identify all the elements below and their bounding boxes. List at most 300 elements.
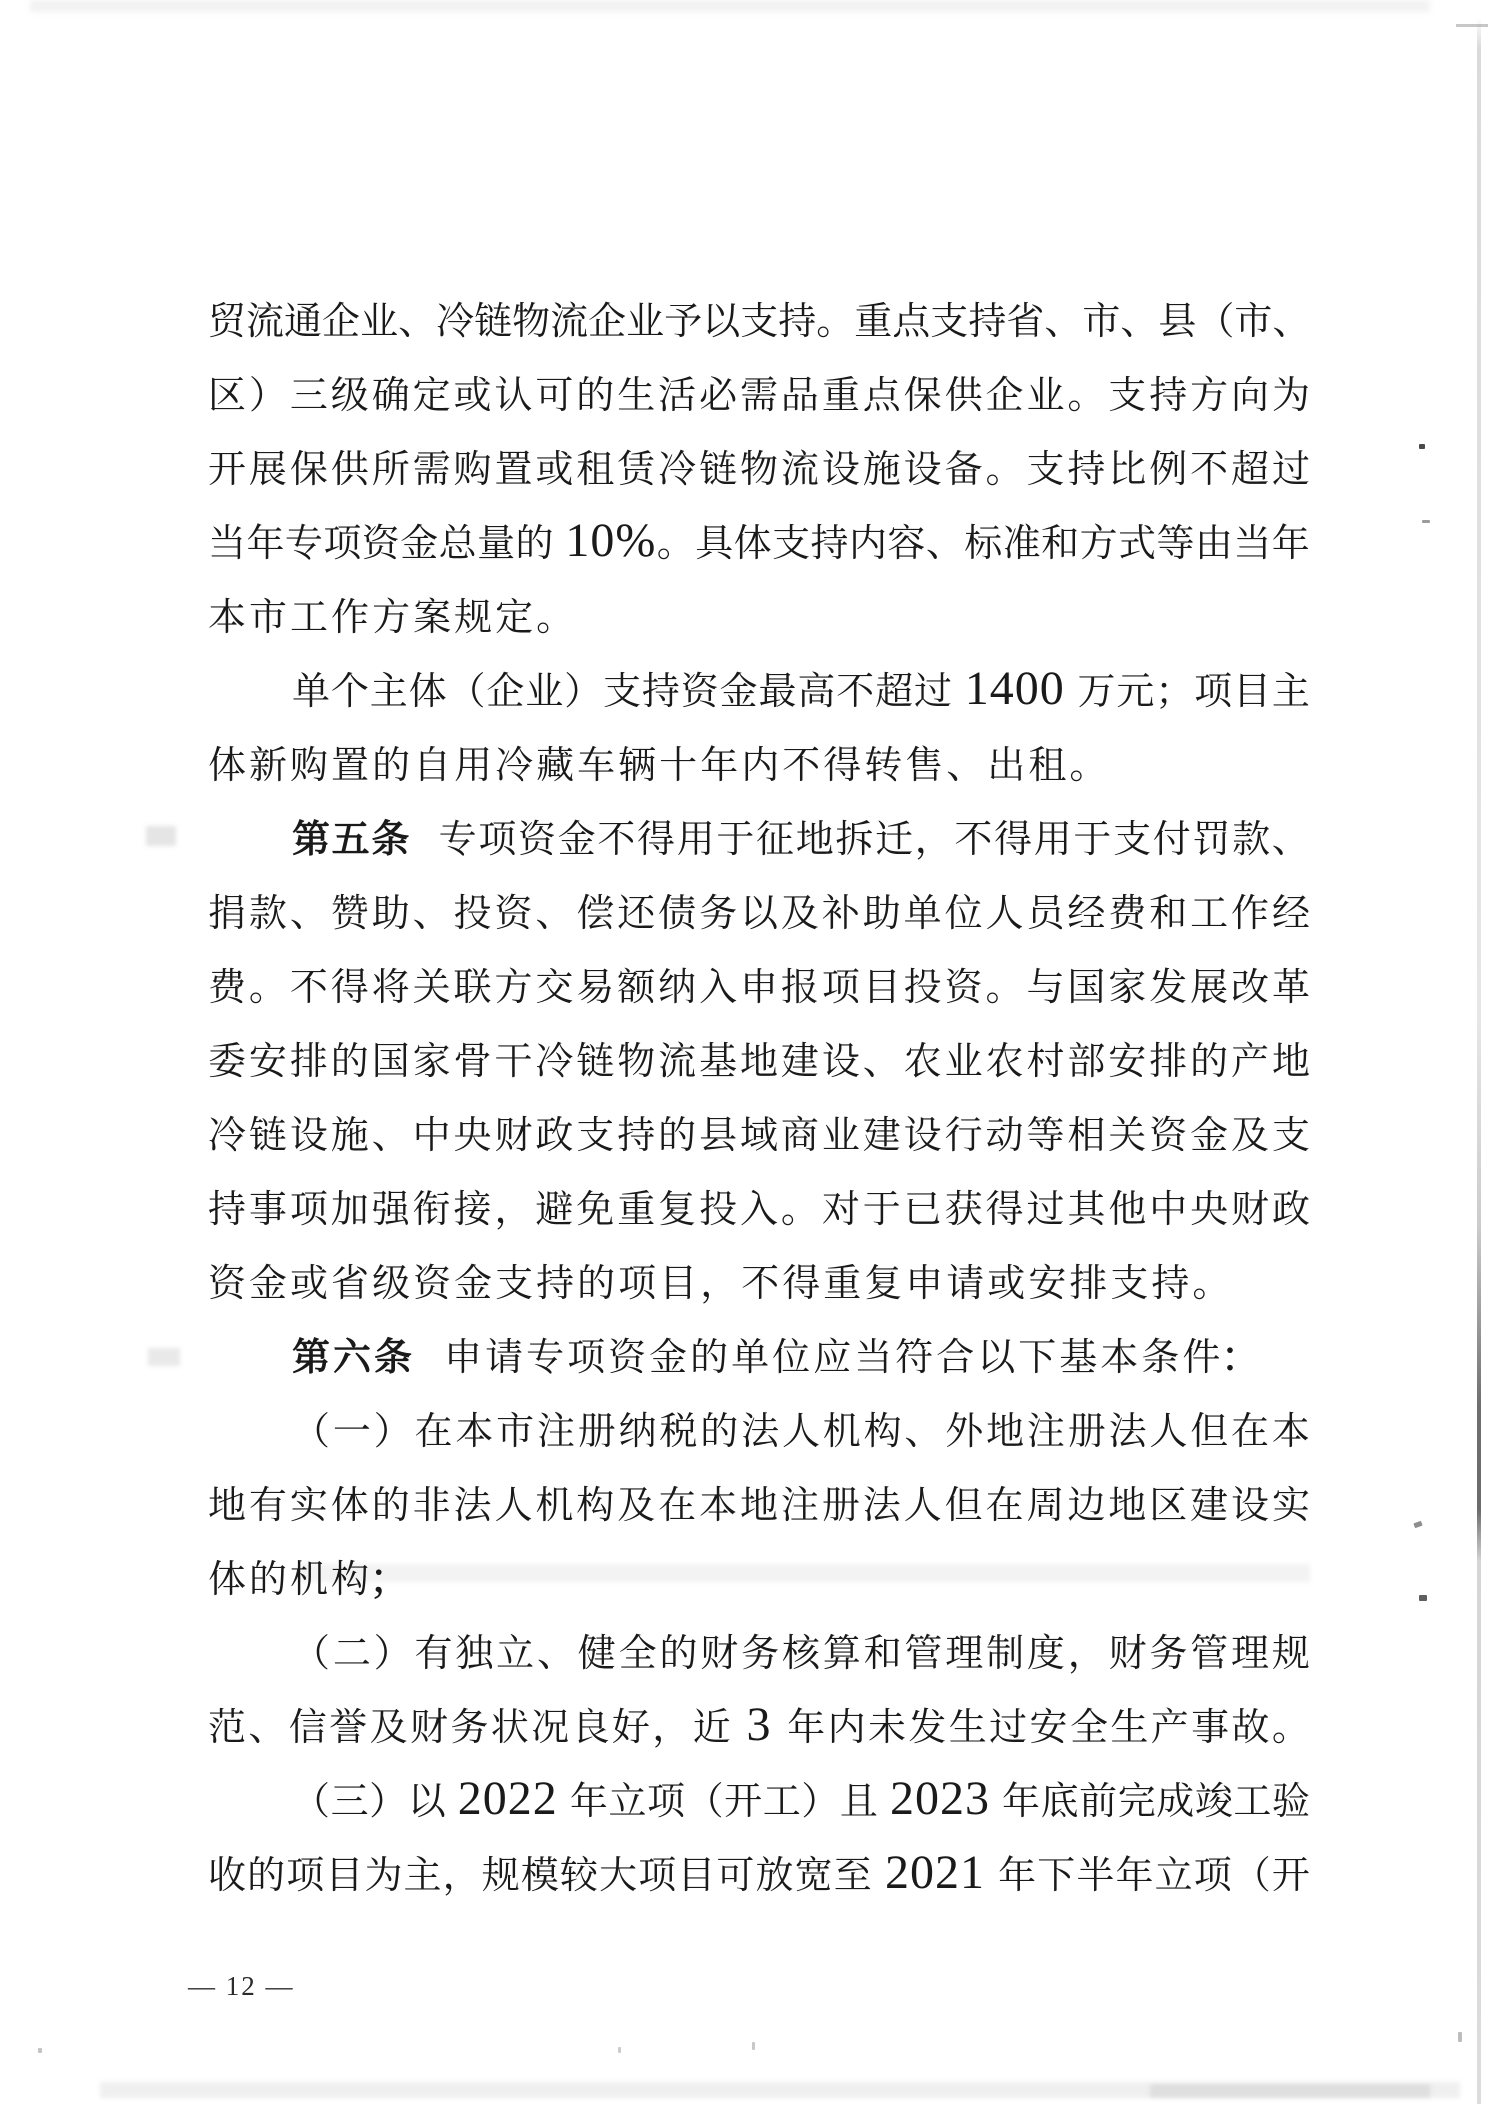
cjk-char: ） — [248, 375, 287, 417]
cjk-char: 持 — [208, 1189, 247, 1231]
cjk-char: 体 — [733, 523, 772, 565]
cjk-char: 、 — [248, 1707, 287, 1749]
cjk-char: 支 — [930, 301, 969, 343]
cjk-char: 。 — [816, 301, 855, 343]
cjk-char: 支 — [495, 1263, 534, 1305]
cjk-char: 得 — [782, 1263, 821, 1305]
cjk-char: 展 — [248, 449, 287, 491]
cjk-char: 工 — [1190, 893, 1229, 935]
cjk-char: 安 — [1028, 1263, 1067, 1305]
cjk-char: 本 — [699, 1485, 738, 1527]
cjk-char: 政 — [1271, 1189, 1310, 1231]
scan-speck — [1413, 1521, 1422, 1528]
cjk-char: 地 — [795, 819, 834, 861]
cjk-char: 应 — [813, 1337, 852, 1379]
ascii-token: 3 — [746, 1698, 772, 1751]
cjk-char: 模 — [520, 1855, 559, 1897]
cjk-char: 为 — [364, 1855, 403, 1897]
cjk-char: 年 — [246, 523, 285, 565]
cjk-char: 、 — [289, 893, 328, 935]
cjk-char: 年 — [1271, 523, 1310, 565]
cjk-char: 。 — [1069, 745, 1108, 787]
cjk-char: 单 — [731, 1337, 770, 1379]
cjk-char: 入 — [699, 967, 738, 1009]
cjk-char: 得 — [994, 819, 1033, 861]
cjk-char: （ — [292, 1411, 331, 1453]
cjk-char: 事 — [248, 1189, 287, 1231]
cjk-char: 纳 — [618, 1411, 657, 1453]
ascii-token: : — [1223, 1328, 1238, 1381]
cjk-char: 超 — [1231, 449, 1270, 491]
cjk-char: 人 — [903, 1485, 942, 1527]
cjk-char: 不 — [1190, 449, 1229, 491]
cjk-char: 年 — [1115, 1855, 1154, 1897]
cjk-char: （ — [1196, 301, 1235, 343]
cjk-char: 故 — [1231, 1707, 1270, 1749]
cjk-char: 品 — [780, 375, 819, 417]
cjk-char: ） — [801, 1781, 840, 1823]
cjk-char: 财 — [409, 1707, 448, 1749]
cjk-char: 注 — [536, 1411, 575, 1453]
cjk-char: 金 — [400, 523, 439, 565]
cjk-char: 且 — [839, 1781, 878, 1823]
cjk-char: 半 — [1076, 1855, 1115, 1897]
cjk-char: 衔 — [412, 1189, 451, 1231]
cjk-char: 供 — [944, 375, 983, 417]
cjk-char: 的 — [576, 375, 615, 417]
cjk-char: 未 — [867, 1707, 906, 1749]
cjk-char: 不 — [741, 1263, 780, 1305]
cjk-char: 金 — [454, 1263, 493, 1305]
cjk-char: 三 — [330, 1781, 369, 1823]
cjk-char: 的 — [1190, 1041, 1229, 1083]
cjk-char: 家 — [1108, 967, 1147, 1009]
cjk-char: 重 — [821, 375, 860, 417]
cjk-char: 关 — [1108, 1115, 1147, 1157]
cjk-char: 的 — [659, 1633, 698, 1675]
cjk-char: 联 — [453, 967, 492, 1009]
cjk-char: 目 — [677, 1855, 716, 1897]
cjk-char: 赞 — [330, 893, 369, 935]
cjk-char: 款 — [1232, 819, 1271, 861]
cjk-char: 地 — [739, 1485, 778, 1527]
cjk-char: 三 — [289, 375, 328, 417]
cjk-char: 助 — [862, 893, 901, 935]
cjk-char: 方 — [372, 597, 411, 639]
cjk-char: 位 — [944, 893, 983, 935]
cjk-char: 地 — [208, 1485, 247, 1527]
cjk-char: 他 — [1108, 1189, 1147, 1231]
cjk-char: 业 — [1026, 375, 1065, 417]
cjk-char: 誉 — [329, 1707, 368, 1749]
cjk-char: 过 — [1271, 449, 1310, 491]
cjk-char: 项 — [1194, 671, 1233, 713]
cjk-char: 。 — [1192, 1263, 1231, 1305]
cjk-char: 持 — [1067, 449, 1106, 491]
cjk-char: 业 — [525, 671, 564, 713]
text-line-13 — [208, 1173, 1310, 1247]
cjk-char: 申 — [444, 1337, 483, 1379]
cjk-char: 项 — [286, 1855, 325, 1897]
cjk-char: 、 — [398, 301, 437, 343]
cjk-char: 助 — [371, 893, 410, 935]
cjk-char: 目 — [659, 1263, 698, 1305]
cjk-char: 售 — [905, 745, 944, 787]
cjk-char: 立 — [1154, 1855, 1193, 1897]
cjk-char: 发 — [908, 1707, 947, 1749]
cjk-char: 投 — [903, 967, 942, 1009]
cjk-char: 排 — [1069, 1263, 1108, 1305]
ascii-token: 2022 — [457, 1772, 558, 1825]
cjk-char: 企 — [588, 301, 627, 343]
cjk-char: 过 — [1026, 1189, 1065, 1231]
cjk-char: 国 — [1067, 967, 1106, 1009]
cjk-char: 县 — [699, 1115, 738, 1157]
cjk-char: 务 — [1149, 1633, 1188, 1675]
cjk-char: 信 — [288, 1707, 327, 1749]
cjk-char: 持 — [617, 1115, 656, 1157]
cjk-char: 干 — [494, 1041, 533, 1083]
cjk-char: 年 — [787, 1707, 826, 1749]
cjk-char: 农 — [985, 1041, 1024, 1083]
cjk-char: 目 — [1232, 671, 1271, 713]
cjk-char: 。 — [780, 1189, 819, 1231]
scan-speck — [1458, 2032, 1462, 2042]
cjk-char: 目 — [862, 967, 901, 1009]
cjk-char: 项 — [638, 1855, 677, 1897]
cjk-char: 大 — [599, 1855, 638, 1897]
cjk-char: 持 — [641, 671, 680, 713]
cjk-char: 位 — [772, 1337, 811, 1379]
text-line-7 — [208, 729, 1310, 803]
cjk-char: 或 — [535, 449, 574, 491]
cjk-char: 例 — [1149, 449, 1188, 491]
cjk-char: 关 — [412, 967, 451, 1009]
cjk-char: 以 — [702, 301, 741, 343]
cjk-char: 近 — [692, 1707, 731, 1749]
cjk-char: 需 — [739, 375, 778, 417]
cjk-char: 财 — [494, 1115, 533, 1157]
cjk-char: 的 — [249, 1559, 288, 1601]
cjk-char: 支 — [576, 1115, 615, 1157]
cjk-char: ） — [564, 671, 603, 713]
cjk-char: 立 — [608, 1781, 647, 1823]
cjk-char: 。 — [656, 523, 695, 565]
cjk-char: 建 — [862, 1115, 901, 1157]
page-number: — 12 — — [188, 1971, 295, 2001]
cjk-char: 由 — [1194, 523, 1233, 565]
cjk-char: 体 — [208, 1559, 247, 1601]
cjk-char: 底 — [1040, 1781, 1079, 1823]
cjk-char: 算 — [822, 1633, 861, 1675]
cjk-char: 申 — [739, 967, 778, 1009]
cjk-char: 当 — [1233, 523, 1272, 565]
cjk-char: 持 — [1149, 375, 1188, 417]
ascii-token: 1400 — [964, 662, 1065, 715]
cjk-char: 。 — [1271, 1707, 1310, 1749]
cjk-char: 转 — [864, 745, 903, 787]
cjk-char: 支 — [1113, 819, 1152, 861]
cjk-char: 不 — [782, 745, 821, 787]
cjk-char: 改 — [1231, 967, 1270, 1009]
cjk-char: 企 — [322, 301, 361, 343]
cjk-char: 开 — [208, 449, 247, 491]
cjk-char: 捐 — [208, 893, 247, 935]
cjk-char: 辆 — [618, 745, 657, 787]
cjk-char: 市 — [496, 1411, 535, 1453]
cjk-char: 超 — [875, 671, 914, 713]
cjk-char: 项 — [289, 1189, 328, 1231]
cjk-char: 国 — [371, 1041, 410, 1083]
cjk-char: 过 — [914, 671, 953, 713]
cjk-char: 。 — [1067, 375, 1106, 417]
cjk-char: 定 — [412, 375, 451, 417]
text-line-17 — [208, 1469, 1310, 1543]
cjk-char: 或 — [290, 1263, 329, 1305]
cjk-char: 合 — [936, 1337, 975, 1379]
cjk-char: 企 — [486, 671, 525, 713]
cjk-char: 流 — [780, 449, 819, 491]
cjk-char: 状 — [490, 1707, 529, 1749]
cjk-char: 、 — [536, 1633, 575, 1675]
cjk-char: 年 — [1002, 1781, 1041, 1823]
cjk-char: 新 — [249, 745, 288, 787]
cjk-char: 符 — [895, 1337, 934, 1379]
cjk-char: 等 — [1156, 523, 1195, 565]
cjk-char: 员 — [1026, 893, 1065, 935]
cjk-char: 支 — [740, 301, 779, 343]
cjk-char: 法 — [453, 1485, 492, 1527]
cjk-char: 费 — [1108, 893, 1147, 935]
cjk-char: 入 — [739, 1189, 778, 1231]
cjk-char: 资 — [944, 967, 983, 1009]
cjk-char: 实 — [289, 1485, 328, 1527]
cjk-char: 动 — [985, 1115, 1024, 1157]
cjk-char: 省 — [331, 1263, 370, 1305]
cjk-char: 体 — [330, 1485, 369, 1527]
cjk-char: 内 — [848, 523, 887, 565]
ascii-token: 10% — [565, 514, 657, 567]
cjk-char: 定 — [495, 597, 534, 639]
cjk-char: ， — [700, 1263, 739, 1305]
cjk-char: 条 — [1141, 1337, 1180, 1379]
cjk-char: 件 — [1182, 1337, 1221, 1379]
text-line-12 — [208, 1099, 1310, 1173]
cjk-char: ， — [494, 1189, 533, 1231]
cjk-char: 全 — [618, 1633, 657, 1675]
cjk-char: 得 — [637, 819, 676, 861]
cjk-char: 地 — [1108, 1485, 1147, 1527]
cjk-char: 展 — [1190, 967, 1229, 1009]
cjk-char: 藏 — [536, 745, 575, 787]
cjk-char: 人 — [1149, 1411, 1188, 1453]
cjk-char: 标 — [964, 523, 1003, 565]
cjk-char: 排 — [289, 1041, 328, 1083]
cjk-char: 目 — [325, 1855, 364, 1897]
cjk-char: （ — [292, 1781, 331, 1823]
cjk-char: 度 — [1026, 1633, 1065, 1675]
cjk-char: 或 — [453, 375, 492, 417]
cjk-char: 支 — [1026, 449, 1065, 491]
cjk-char: 资 — [494, 893, 533, 935]
cjk-char: 财 — [700, 1633, 739, 1675]
cjk-char: 经 — [1067, 893, 1106, 935]
cjk-char: 企 — [985, 375, 1024, 417]
cjk-char: 工 — [762, 1781, 801, 1823]
cjk-char: 重 — [823, 1263, 862, 1305]
cjk-char: 申 — [905, 1263, 944, 1305]
cjk-char: 成 — [1156, 1781, 1195, 1823]
cjk-char: 过 — [989, 1707, 1028, 1749]
cjk-char: 政 — [535, 1115, 574, 1157]
cjk-char: 量 — [477, 523, 516, 565]
cjk-char: 册 — [821, 1485, 860, 1527]
cjk-char: 需 — [412, 449, 451, 491]
cjk-char: 支 — [1108, 375, 1147, 417]
text-line-22 — [208, 1839, 1310, 1913]
cjk-char: 以 — [977, 1337, 1016, 1379]
cjk-char: 确 — [371, 375, 410, 417]
cjk-char: 交 — [535, 967, 574, 1009]
cjk-char: 法 — [862, 1485, 901, 1527]
cjk-char: 业 — [944, 1041, 983, 1083]
cjk-char: 区 — [208, 375, 247, 417]
cjk-char: ） — [369, 1781, 408, 1823]
cjk-char: 冷 — [658, 449, 697, 491]
cjk-char: 、 — [1120, 301, 1159, 343]
cjk-char: 非 — [412, 1485, 451, 1527]
cjk-char: 设 — [1231, 1485, 1270, 1527]
cjk-char: 式 — [1118, 523, 1157, 565]
text-line-18 — [208, 1543, 1310, 1617]
cjk-char: 好 — [611, 1707, 650, 1749]
cjk-char: 机 — [535, 1485, 574, 1527]
cjk-char: 点 — [862, 375, 901, 417]
cjk-char: 重 — [854, 301, 893, 343]
cjk-char: 税 — [659, 1411, 698, 1453]
text-line-6 — [208, 655, 1310, 729]
cjk-char: 年 — [700, 745, 739, 787]
cjk-char: 高 — [797, 671, 836, 713]
cjk-char: 资 — [208, 1263, 247, 1305]
cjk-char: 供 — [330, 449, 369, 491]
cjk-char: 健 — [577, 1633, 616, 1675]
cjk-char: 。 — [985, 449, 1024, 491]
cjk-char: 将 — [371, 967, 410, 1009]
cjk-char: 一 — [332, 1411, 371, 1453]
cjk-char: 及 — [780, 893, 819, 935]
cjk-char: 地 — [739, 1041, 778, 1083]
cjk-char: 法 — [1108, 1411, 1147, 1453]
cjk-char: 财 — [1231, 1189, 1270, 1231]
cjk-char: 人 — [985, 893, 1024, 935]
scan-corner-mark — [1456, 24, 1488, 27]
cjk-char: 、 — [1271, 819, 1310, 861]
cjk-char: 可 — [535, 375, 574, 417]
cjk-char: 租 — [1028, 745, 1067, 787]
cjk-char: 、 — [862, 1041, 901, 1083]
cjk-char: 单 — [903, 893, 942, 935]
cjk-char: 的 — [371, 1485, 410, 1527]
cjk-char: 及 — [369, 1707, 408, 1749]
text-line-1 — [208, 285, 1310, 359]
cjk-char: 租 — [576, 449, 615, 491]
cjk-char: 容 — [887, 523, 926, 565]
cjk-char: 完 — [1117, 1781, 1156, 1823]
cjk-char: 机 — [290, 1559, 329, 1601]
cjk-char: 独 — [455, 1633, 494, 1675]
cjk-char: 体 — [208, 745, 247, 787]
cjk-char: 流 — [550, 301, 589, 343]
cjk-char: 况 — [531, 1707, 570, 1749]
cjk-char: 设 — [289, 1115, 328, 1157]
cjk-char: 复 — [658, 1189, 697, 1231]
cjk-char: 最 — [758, 671, 797, 713]
cjk-char: 安 — [1108, 1041, 1147, 1083]
cjk-char: 为 — [1271, 375, 1310, 417]
cjk-char: 人 — [494, 1485, 533, 1527]
cjk-char: 市 — [1082, 301, 1121, 343]
cjk-char: 资 — [1149, 1115, 1188, 1157]
cjk-char: 流 — [658, 1041, 697, 1083]
cjk-char: 生 — [617, 375, 656, 417]
scan-smudge — [148, 1348, 180, 1366]
cjk-char: 持 — [778, 301, 817, 343]
cjk-char: 保 — [289, 449, 328, 491]
cjk-char: 册 — [577, 1411, 616, 1453]
cjk-char: 放 — [755, 1855, 794, 1897]
cjk-char: 业 — [821, 1115, 860, 1157]
cjk-char: 制 — [986, 1633, 1025, 1675]
cjk-char: 区 — [1149, 1485, 1188, 1527]
scan-speck — [618, 2047, 621, 2053]
text-line-15 — [208, 1321, 1310, 1395]
cjk-char: 免 — [576, 1189, 615, 1231]
text-line-5 — [208, 581, 1310, 655]
cjk-char: 级 — [372, 1263, 411, 1305]
cjk-char: 业 — [626, 301, 665, 343]
cjk-char: 金 — [1190, 1115, 1229, 1157]
cjk-char: 建 — [780, 1041, 819, 1083]
cjk-char: 机 — [822, 1411, 861, 1453]
cjk-char: 务 — [450, 1707, 489, 1749]
cjk-char: 务 — [741, 1633, 780, 1675]
cjk-char: 的 — [577, 1263, 616, 1305]
cjk-char: 复 — [864, 1263, 903, 1305]
cjk-char: 。 — [248, 967, 287, 1009]
cjk-char: 下 — [1018, 1337, 1057, 1379]
cjk-char: ； — [1155, 671, 1194, 713]
cjk-char: 及 — [1231, 1115, 1270, 1157]
cjk-char: 的 — [700, 1411, 739, 1453]
cjk-char: 全 — [1069, 1707, 1108, 1749]
cjk-char: 项 — [618, 1263, 657, 1305]
cjk-char: 出 — [987, 745, 1026, 787]
cjk-char: 项 — [821, 967, 860, 1009]
cjk-char: 。 — [536, 597, 575, 639]
cjk-char: 、 — [412, 893, 451, 935]
cjk-char: 持 — [968, 301, 1007, 343]
cjk-char: 请 — [485, 1337, 524, 1379]
cjk-char: 建 — [1190, 1485, 1229, 1527]
cjk-char: 金 — [249, 1263, 288, 1305]
cjk-char: 规 — [481, 1855, 520, 1897]
cjk-char: 点 — [892, 301, 931, 343]
cjk-char: ， — [652, 1707, 691, 1749]
cjk-char: 村 — [1026, 1041, 1065, 1083]
cjk-char: 予 — [664, 301, 703, 343]
cjk-char: 年 — [569, 1781, 608, 1823]
